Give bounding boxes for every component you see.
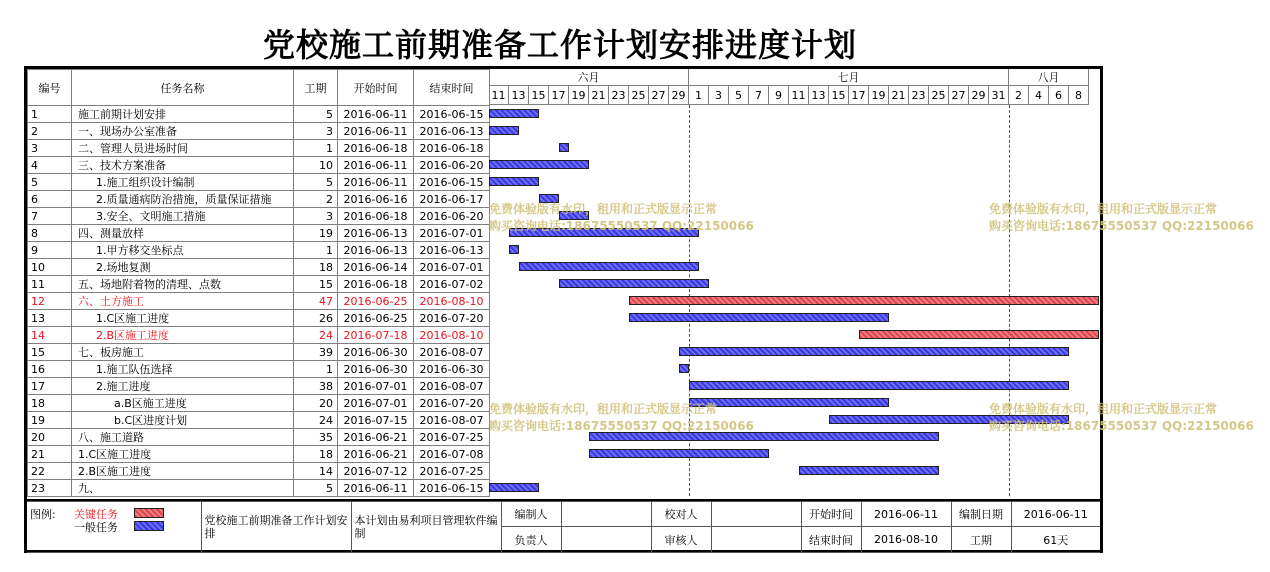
- table-row[interactable]: [28, 225, 490, 242]
- task-duration[interactable]: 2: [294, 191, 338, 208]
- timeline-day: 23: [609, 86, 629, 105]
- table-row[interactable]: [28, 429, 490, 446]
- timeline-day: 13: [809, 86, 829, 105]
- timeline-day: 23: [909, 86, 929, 105]
- compiler-value[interactable]: [561, 502, 651, 527]
- timeline-day: 2: [1009, 86, 1029, 105]
- task-name[interactable]: 六、土方施工: [72, 293, 294, 310]
- col-header-start[interactable]: 开始时间: [338, 70, 414, 106]
- task-end[interactable]: 2016-08-10: [414, 293, 490, 310]
- task-duration[interactable]: 1: [294, 361, 338, 378]
- task-id[interactable]: 10: [28, 259, 72, 276]
- timeline-day: 3: [709, 86, 729, 105]
- task-end[interactable]: 2016-07-20: [414, 395, 490, 412]
- task-duration[interactable]: 1: [294, 242, 338, 259]
- total-duration-value: 61天: [1011, 527, 1100, 553]
- trial-watermark: 免费体验版有水印，租用和正式版显示正常 购买咨询电话:18675550537 QQ:22150066: [989, 202, 1254, 233]
- table-row[interactable]: [28, 242, 490, 259]
- task-end[interactable]: 2016-08-10: [414, 327, 490, 344]
- trial-watermark: 免费体验版有水印，租用和正式版显示正常 购买咨询电话:18675550537 QQ:22150066: [489, 202, 754, 233]
- task-start[interactable]: 2016-07-15: [338, 412, 414, 429]
- compiler-label: 编制人: [501, 502, 561, 527]
- legend-critical-label: 关键任务: [74, 508, 118, 521]
- gantt-sheet: [24, 66, 1254, 553]
- trial-watermark: 免费体验版有水印，租用和正式版显示正常 购买咨询电话:18675550537 QQ:22150066: [989, 402, 1254, 433]
- task-name[interactable]: 七、板房施工: [72, 344, 294, 361]
- table-row[interactable]: [28, 174, 490, 191]
- table-row[interactable]: [28, 361, 490, 378]
- end-label: 结束时间: [801, 527, 861, 553]
- table-row[interactable]: [28, 310, 490, 327]
- table-row[interactable]: [28, 480, 490, 497]
- task-end[interactable]: 2016-07-08: [414, 446, 490, 463]
- timeline-day: 29: [969, 86, 989, 105]
- task-end[interactable]: 2016-06-30: [414, 361, 490, 378]
- table-row[interactable]: [28, 157, 490, 174]
- task-start[interactable]: 2016-06-11: [338, 480, 414, 497]
- task-duration[interactable]: 15: [294, 276, 338, 293]
- task-id[interactable]: 21: [28, 446, 72, 463]
- task-id[interactable]: 3: [28, 140, 72, 157]
- col-header-num[interactable]: 编号: [28, 70, 72, 106]
- task-id[interactable]: 15: [28, 344, 72, 361]
- reviewer-value[interactable]: [711, 527, 801, 553]
- task-duration[interactable]: 47: [294, 293, 338, 310]
- task-duration[interactable]: 24: [294, 327, 338, 344]
- task-end[interactable]: 2016-06-13: [414, 123, 490, 140]
- timeline-day: 25: [929, 86, 949, 105]
- task-start[interactable]: 2016-06-14: [338, 259, 414, 276]
- task-id[interactable]: 4: [28, 157, 72, 174]
- start-label: 开始时间: [801, 502, 861, 527]
- task-end[interactable]: 2016-07-02: [414, 276, 490, 293]
- table-row[interactable]: [28, 276, 490, 293]
- task-id[interactable]: 23: [28, 480, 72, 497]
- task-start[interactable]: 2016-06-11: [338, 157, 414, 174]
- gantt-bar[interactable]: [489, 109, 539, 118]
- task-duration[interactable]: 3: [294, 123, 338, 140]
- task-duration[interactable]: 35: [294, 429, 338, 446]
- task-id[interactable]: 12: [28, 293, 72, 310]
- task-start[interactable]: 2016-06-21: [338, 446, 414, 463]
- legend: [27, 502, 201, 553]
- table-row[interactable]: [28, 412, 490, 429]
- task-start[interactable]: 2016-06-18: [338, 140, 414, 157]
- task-start[interactable]: 2016-06-11: [338, 106, 414, 123]
- task-table: [27, 69, 490, 497]
- task-duration[interactable]: 24: [294, 412, 338, 429]
- legend-critical-swatch: [134, 508, 164, 518]
- task-duration[interactable]: 26: [294, 310, 338, 327]
- timeline-day: 15: [829, 86, 849, 105]
- checker-label: 校对人: [651, 502, 711, 527]
- software-note: 本计划由易利项目管理软件编制: [351, 502, 501, 553]
- timeline-day: 27: [949, 86, 969, 105]
- table-row[interactable]: [28, 327, 490, 344]
- task-id[interactable]: 5: [28, 174, 72, 191]
- task-end[interactable]: 2016-06-18: [414, 140, 490, 157]
- task-end[interactable]: 2016-07-20: [414, 310, 490, 327]
- task-name[interactable]: 2.B区施工进度: [72, 327, 294, 344]
- timeline-day: 21: [589, 86, 609, 105]
- task-start[interactable]: 2016-06-11: [338, 174, 414, 191]
- task-end[interactable]: 2016-06-17: [414, 191, 490, 208]
- project-name: 党校施工前期准备工作计划安排: [201, 502, 351, 553]
- task-name[interactable]: 2.B区施工进度: [72, 463, 294, 480]
- gantt-bar[interactable]: [679, 364, 689, 373]
- gantt-bar[interactable]: [859, 330, 1099, 339]
- task-duration[interactable]: 3: [294, 208, 338, 225]
- task-id[interactable]: 18: [28, 395, 72, 412]
- task-start[interactable]: 2016-06-25: [338, 293, 414, 310]
- timeline-day: 21: [889, 86, 909, 105]
- table-row[interactable]: [28, 463, 490, 480]
- task-duration[interactable]: 10: [294, 157, 338, 174]
- gantt-bar[interactable]: [489, 160, 589, 169]
- trial-watermark: 免费体验版有水印，租用和正式版显示正常 购买咨询电话:18675550537 QQ:22150066: [489, 402, 754, 433]
- col-header-duration[interactable]: 工期: [294, 70, 338, 106]
- task-name[interactable]: 一、现场办公室准备: [72, 123, 294, 140]
- timeline-day: 9: [769, 86, 789, 105]
- task-start[interactable]: 2016-07-18: [338, 327, 414, 344]
- task-end[interactable]: 2016-06-15: [414, 174, 490, 191]
- legend-normal-label: 一般任务: [74, 521, 118, 534]
- table-row[interactable]: [28, 106, 490, 123]
- timeline-month: 七月: [689, 69, 1009, 86]
- task-start[interactable]: 2016-06-21: [338, 429, 414, 446]
- table-row[interactable]: [28, 293, 490, 310]
- task-start[interactable]: 2016-06-30: [338, 361, 414, 378]
- task-start[interactable]: 2016-06-16: [338, 191, 414, 208]
- table-row[interactable]: [28, 140, 490, 157]
- task-name[interactable]: 2.施工进度: [72, 378, 294, 395]
- task-end[interactable]: 2016-06-15: [414, 106, 490, 123]
- task-end[interactable]: 2016-07-01: [414, 259, 490, 276]
- task-name[interactable]: 三、技术方案准备: [72, 157, 294, 174]
- task-name[interactable]: 3.安全、文明施工措施: [72, 208, 294, 225]
- task-name[interactable]: 二、管理人员进场时间: [72, 140, 294, 157]
- gantt-bar[interactable]: [489, 177, 539, 186]
- task-start[interactable]: 2016-06-13: [338, 225, 414, 242]
- task-name[interactable]: 五、场地附着物的清理、点数: [72, 276, 294, 293]
- task-name[interactable]: 1.C区施工进度: [72, 310, 294, 327]
- timeline-day: 8: [1069, 86, 1089, 105]
- legend-label: 图例:: [30, 508, 56, 521]
- task-start[interactable]: 2016-07-12: [338, 463, 414, 480]
- task-name[interactable]: 1.甲方移交坐标点: [72, 242, 294, 259]
- task-duration[interactable]: 38: [294, 378, 338, 395]
- task-name[interactable]: b.C区进度计划: [72, 412, 294, 429]
- task-duration[interactable]: 5: [294, 106, 338, 123]
- timeline-day: 17: [549, 86, 569, 105]
- col-header-name[interactable]: 任务名称: [72, 70, 294, 106]
- compile-date-value: 2016-06-11: [1011, 502, 1100, 527]
- task-name[interactable]: 施工前期计划安排: [72, 106, 294, 123]
- timeline-month: 八月: [1009, 69, 1089, 86]
- task-name[interactable]: 九、: [72, 480, 294, 497]
- gantt-chart: [489, 69, 1254, 499]
- legend-normal-swatch: [134, 521, 164, 531]
- compile-date-label: 编制日期: [951, 502, 1011, 527]
- task-name[interactable]: 八、施工道路: [72, 429, 294, 446]
- task-name[interactable]: 1.施工队伍选择: [72, 361, 294, 378]
- task-id[interactable]: 14: [28, 327, 72, 344]
- table-row[interactable]: [28, 259, 490, 276]
- gantt-bar[interactable]: [689, 381, 1069, 390]
- gantt-bar[interactable]: [679, 347, 1069, 356]
- task-end[interactable]: 2016-06-20: [414, 208, 490, 225]
- task-end[interactable]: 2016-08-07: [414, 412, 490, 429]
- gantt-bar[interactable]: [589, 449, 769, 458]
- timeline-day: 25: [629, 86, 649, 105]
- timeline-day: 31: [989, 86, 1009, 105]
- task-duration[interactable]: 14: [294, 463, 338, 480]
- checker-value[interactable]: [711, 502, 801, 527]
- timeline-day: 6: [1049, 86, 1069, 105]
- gantt-bar[interactable]: [519, 262, 699, 271]
- timeline-day: 11: [789, 86, 809, 105]
- timeline-day: 5: [729, 86, 749, 105]
- task-start[interactable]: 2016-06-25: [338, 310, 414, 327]
- task-end[interactable]: 2016-06-20: [414, 157, 490, 174]
- task-name[interactable]: 1.C区施工进度: [72, 446, 294, 463]
- timeline-day: 27: [649, 86, 669, 105]
- gantt-bar[interactable]: [489, 126, 519, 135]
- gantt-bar[interactable]: [629, 296, 1099, 305]
- task-id[interactable]: 7: [28, 208, 72, 225]
- footer-panel: [27, 499, 1100, 552]
- task-duration[interactable]: 5: [294, 480, 338, 497]
- timeline-day: 4: [1029, 86, 1049, 105]
- task-end[interactable]: 2016-06-15: [414, 480, 490, 497]
- task-id[interactable]: 22: [28, 463, 72, 480]
- task-id[interactable]: 19: [28, 412, 72, 429]
- gantt-bar[interactable]: [799, 466, 939, 475]
- task-id[interactable]: 13: [28, 310, 72, 327]
- timeline-month: 六月: [489, 69, 689, 86]
- timeline-day: 13: [509, 86, 529, 105]
- task-duration[interactable]: 39: [294, 344, 338, 361]
- task-start[interactable]: 2016-06-18: [338, 208, 414, 225]
- table-row[interactable]: [28, 123, 490, 140]
- task-duration[interactable]: 20: [294, 395, 338, 412]
- task-id[interactable]: 2: [28, 123, 72, 140]
- task-name[interactable]: 1.施工组织设计编制: [72, 174, 294, 191]
- task-end[interactable]: 2016-06-13: [414, 242, 490, 259]
- task-id[interactable]: 6: [28, 191, 72, 208]
- table-row[interactable]: [28, 344, 490, 361]
- task-name[interactable]: 2.质量通病防治措施，质量保证措施: [72, 191, 294, 208]
- task-end[interactable]: 2016-07-01: [414, 225, 490, 242]
- task-name[interactable]: 四、测量放样: [72, 225, 294, 242]
- timeline-day: 29: [669, 86, 689, 105]
- timeline-day: 11: [489, 86, 509, 105]
- table-row[interactable]: [28, 191, 490, 208]
- task-name[interactable]: a.B区施工进度: [72, 395, 294, 412]
- end-value: 2016-08-10: [861, 527, 951, 553]
- gantt-bar[interactable]: [489, 483, 539, 492]
- task-end[interactable]: 2016-08-07: [414, 344, 490, 361]
- task-duration[interactable]: 18: [294, 446, 338, 463]
- task-end[interactable]: 2016-07-25: [414, 463, 490, 480]
- table-row[interactable]: [28, 378, 490, 395]
- task-id[interactable]: 17: [28, 378, 72, 395]
- task-duration[interactable]: 1: [294, 140, 338, 157]
- owner-value[interactable]: [561, 527, 651, 553]
- task-start[interactable]: 2016-07-01: [338, 378, 414, 395]
- total-duration-label: 工期: [951, 527, 1011, 553]
- table-row[interactable]: [28, 208, 490, 225]
- task-start[interactable]: 2016-06-18: [338, 276, 414, 293]
- timeline-day: 17: [849, 86, 869, 105]
- gantt-bar[interactable]: [559, 143, 569, 152]
- timeline-day: 7: [749, 86, 769, 105]
- task-start[interactable]: 2016-07-01: [338, 395, 414, 412]
- col-header-end[interactable]: 结束时间: [414, 70, 490, 106]
- timeline-day: 1: [689, 86, 709, 105]
- gantt-bar[interactable]: [509, 245, 519, 254]
- task-duration[interactable]: 18: [294, 259, 338, 276]
- task-end[interactable]: 2016-07-25: [414, 429, 490, 446]
- task-start[interactable]: 2016-06-30: [338, 344, 414, 361]
- timeline-day: 19: [869, 86, 889, 105]
- task-duration[interactable]: 19: [294, 225, 338, 242]
- timeline-day: 19: [569, 86, 589, 105]
- gantt-bar[interactable]: [559, 279, 709, 288]
- reviewer-label: 审核人: [651, 527, 711, 553]
- task-id[interactable]: 8: [28, 225, 72, 242]
- gantt-bar[interactable]: [629, 313, 889, 322]
- task-end[interactable]: 2016-08-07: [414, 378, 490, 395]
- task-duration[interactable]: 5: [294, 174, 338, 191]
- task-id[interactable]: 11: [28, 276, 72, 293]
- page-title: 党校施工前期准备工作计划安排进度计划: [262, 26, 857, 64]
- task-name[interactable]: 2.场地复测: [72, 259, 294, 276]
- timeline-day: 15: [529, 86, 549, 105]
- table-row[interactable]: [28, 446, 490, 463]
- table-row[interactable]: [28, 395, 490, 412]
- start-value: 2016-06-11: [861, 502, 951, 527]
- task-id[interactable]: 9: [28, 242, 72, 259]
- task-id[interactable]: 1: [28, 106, 72, 123]
- task-start[interactable]: 2016-06-11: [338, 123, 414, 140]
- task-id[interactable]: 16: [28, 361, 72, 378]
- owner-label: 负责人: [501, 527, 561, 553]
- task-id[interactable]: 20: [28, 429, 72, 446]
- task-start[interactable]: 2016-06-13: [338, 242, 414, 259]
